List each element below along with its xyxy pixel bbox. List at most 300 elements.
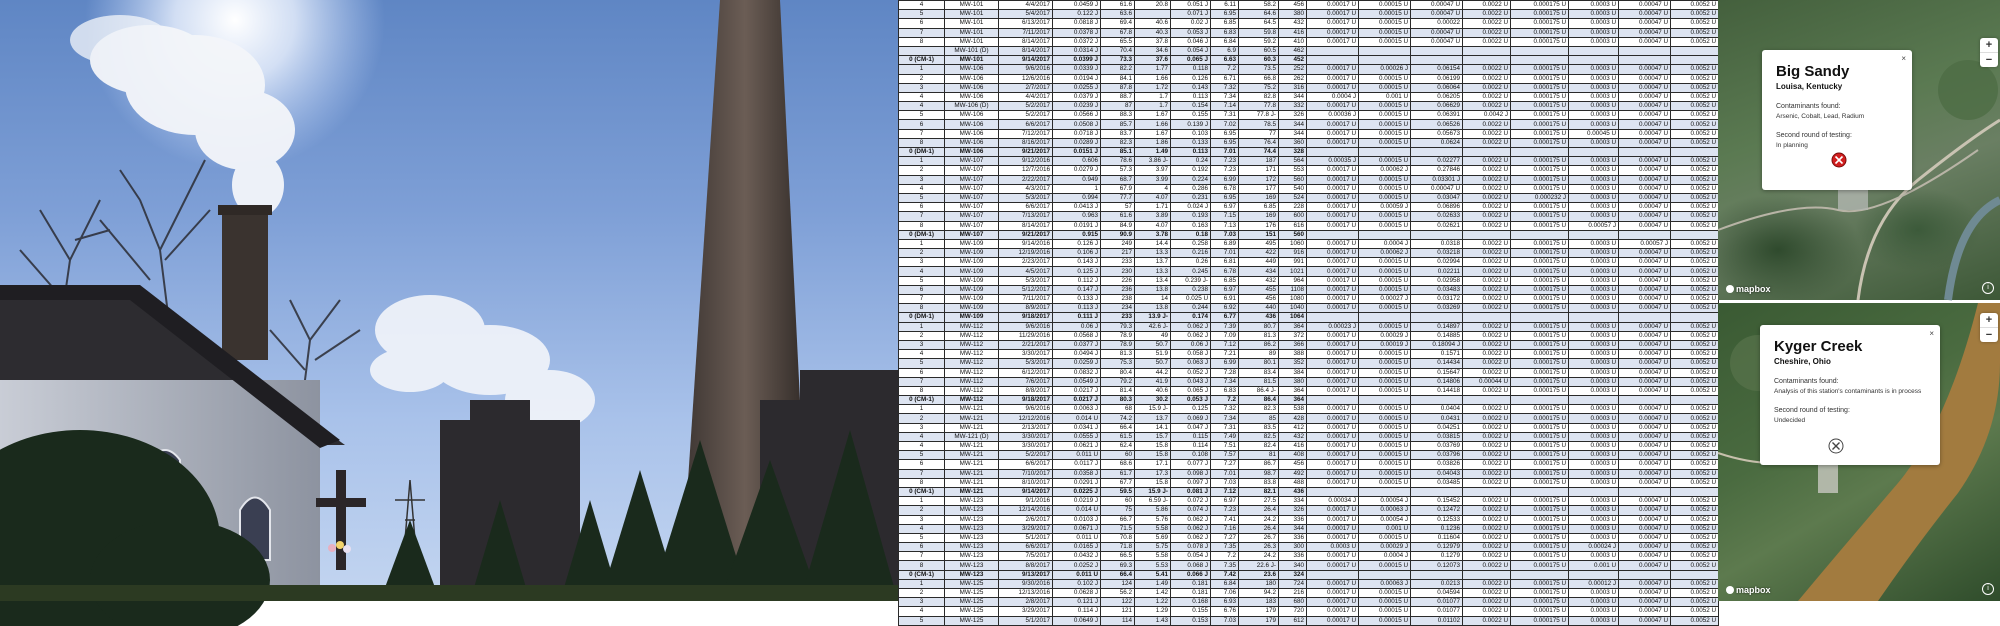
table-cell: 2 [899, 506, 945, 515]
table-cell: 0.0003 U [1569, 175, 1619, 184]
table-cell: 0.0003 U [1569, 451, 1619, 460]
station-popup [1762, 50, 1912, 190]
table-cell: 73.5 [1239, 65, 1279, 74]
table-cell: 7.03 [1211, 616, 1239, 625]
table-cell: 0.00015 U [1359, 368, 1411, 377]
table-cell: 5 [899, 193, 945, 202]
table-cell: 524 [1279, 193, 1307, 202]
table-cell: 0.00015 U [1359, 83, 1411, 92]
table-cell: 85.7 [1101, 120, 1135, 129]
table-cell: 15.9 J- [1135, 487, 1171, 496]
table-cell: 0.03483 [1411, 285, 1463, 294]
table-cell: 416 [1279, 28, 1307, 37]
table-cell: 5.41 [1135, 570, 1171, 579]
table-cell: 0.949 [1053, 175, 1101, 184]
table-cell: 0.00015 U [1359, 193, 1411, 202]
table-cell: 24.2 [1239, 552, 1279, 561]
table-cell: 0.00047 U [1619, 497, 1671, 506]
table-cell: 0.0239 J [1053, 102, 1101, 111]
table-cell: 7.12 [1211, 340, 1239, 349]
table-cell: 233 [1101, 313, 1135, 322]
table-cell: 0.0624 [1411, 138, 1463, 147]
table-cell: 61.5 [1101, 432, 1135, 441]
table-cell: MW-123 [945, 515, 999, 524]
table-cell: 6/13/2017 [999, 19, 1053, 28]
table-cell: 0.00047 U [1619, 368, 1671, 377]
table-cell: 0.00017 U [1307, 561, 1359, 570]
table-cell: MW-112 [945, 340, 999, 349]
table-cell: 71.5 [1101, 524, 1135, 533]
mapbox-logo[interactable] [1726, 585, 1771, 595]
table-cell [1359, 56, 1411, 65]
table-cell: 73.3 [1101, 56, 1135, 65]
table-cell: 0.00047 U [1619, 138, 1671, 147]
table-cell: 0.0003 U [1569, 1, 1619, 10]
table-cell: 0.00047 U [1619, 469, 1671, 478]
table-cell: 0.001 U [1359, 524, 1411, 533]
table-cell: 916 [1279, 249, 1307, 258]
table-cell: 0.0052 U [1671, 65, 1719, 74]
table-cell: 0.0052 U [1671, 267, 1719, 276]
table-cell: 2/13/2017 [999, 423, 1053, 432]
table-cell: 1 [899, 497, 945, 506]
table-cell: 0.0151 J [1053, 148, 1101, 157]
table-cell: MW-109 [945, 267, 999, 276]
table-row [899, 56, 1719, 65]
table-cell: 7 [899, 28, 945, 37]
table-cell: 0.00017 U [1307, 469, 1359, 478]
table-cell: 0.000175 U [1511, 102, 1569, 111]
table-cell: 7.2 [1211, 65, 1239, 74]
table-row [899, 184, 1719, 193]
table-cell: 2/7/2017 [999, 83, 1053, 92]
table-cell: 3.86 J- [1135, 157, 1171, 166]
table-cell: 0.153 [1171, 616, 1211, 625]
table-cell: 0.0052 U [1671, 607, 1719, 616]
table-cell: 0.000175 U [1511, 515, 1569, 524]
table-cell: 12/14/2016 [999, 506, 1053, 515]
table-cell: 7.31 [1211, 111, 1239, 120]
table-cell: 9/18/2017 [999, 313, 1053, 322]
table-cell: 6.97 [1211, 285, 1239, 294]
table-cell: 8/10/2017 [999, 478, 1053, 487]
table-cell: 0.0022 U [1463, 368, 1511, 377]
table-cell: MW-112 [945, 359, 999, 368]
zoom-out-button[interactable]: − [1985, 54, 1993, 66]
table-cell: 0.133 J [1053, 295, 1101, 304]
table-cell: 71.8 [1101, 543, 1135, 552]
table-cell: 0.000232 J [1511, 193, 1569, 202]
table-cell: 0.0022 U [1463, 193, 1511, 202]
table-row [899, 19, 1719, 28]
table-cell: 0.00047 U [1619, 295, 1671, 304]
table-cell: 1.67 [1135, 111, 1171, 120]
table-cell: 0.00015 U [1359, 350, 1411, 359]
table-cell: 0.0022 U [1463, 524, 1511, 533]
table-cell: 3 [899, 423, 945, 432]
table-cell: 0.00017 U [1307, 598, 1359, 607]
table-cell: 0.00015 U [1359, 221, 1411, 230]
table-cell: 0.00015 U [1359, 157, 1411, 166]
table-cell: 0.00015 U [1359, 129, 1411, 138]
table-cell: 8/8/2017 [999, 386, 1053, 395]
table-cell: 456 [1279, 1, 1307, 10]
table-cell [1135, 10, 1171, 19]
table-cell: 0.06 J [1171, 340, 1211, 349]
table-cell: 0 (DM-1) [899, 230, 945, 239]
table-cell [1569, 56, 1619, 65]
table-cell: 0.00017 U [1307, 478, 1359, 487]
table-cell: 0.00017 U [1307, 37, 1359, 46]
table-cell: 0.00047 U [1619, 267, 1671, 276]
table-cell: 324 [1279, 570, 1307, 579]
table-cell: 0.0022 U [1463, 129, 1511, 138]
table-cell: 3 [899, 598, 945, 607]
table-cell: 81.3 [1101, 350, 1135, 359]
table-cell: 0.00047 U [1619, 598, 1671, 607]
table-cell: 0.0022 U [1463, 359, 1511, 368]
table-cell: 0.0621 J [1053, 442, 1101, 451]
table-cell: 2 [899, 589, 945, 598]
table-cell: 0.0003 U [1569, 83, 1619, 92]
table-cell: 0.00017 U [1307, 340, 1359, 349]
table-cell: MW-112 [945, 331, 999, 340]
table-cell: 0.00047 U [1619, 524, 1671, 533]
table-cell: 0.03269 [1411, 304, 1463, 313]
table-cell: 80.7 [1239, 322, 1279, 331]
table-cell: 6.97 [1211, 203, 1239, 212]
table-cell: 0.00015 U [1359, 616, 1411, 625]
table-cell: 68.6 [1101, 460, 1135, 469]
table-cell [1569, 396, 1619, 405]
table-cell: 1.71 [1135, 203, 1171, 212]
table-cell: 0.0022 U [1463, 598, 1511, 607]
table-cell: 0.000175 U [1511, 414, 1569, 423]
table-cell: 326 [1279, 506, 1307, 515]
station-marker-icon[interactable] [1831, 152, 1847, 168]
table-row [899, 249, 1719, 258]
table-cell: 7.27 [1211, 460, 1239, 469]
mapbox-label: mapbox [1736, 585, 1771, 595]
table-cell: 17.3 [1135, 469, 1171, 478]
zoom-in-button[interactable]: + [1980, 313, 1998, 328]
table-cell: 84.1 [1101, 74, 1135, 83]
table-cell: 0.00047 U [1619, 10, 1671, 19]
table-cell [1511, 396, 1569, 405]
table-cell: 0.00047 U [1619, 607, 1671, 616]
table-cell: 0.00017 U [1307, 533, 1359, 542]
table-cell: 0.000175 U [1511, 598, 1569, 607]
table-cell [1463, 570, 1511, 579]
table-cell: 217 [1101, 249, 1135, 258]
table-cell: 77.8 J- [1239, 111, 1279, 120]
table-cell: 1.86 [1135, 138, 1171, 147]
table-cell: 0.126 J [1053, 239, 1101, 248]
table-cell: 0.00047 U [1619, 37, 1671, 46]
table-cell: 41.9 [1135, 377, 1171, 386]
table-cell: 0.014 U [1053, 506, 1101, 515]
table-cell: 0.0052 U [1671, 285, 1719, 294]
table-cell: 380 [1279, 10, 1307, 19]
table-cell [1307, 46, 1359, 55]
table-cell: 0.011 U [1053, 570, 1101, 579]
table-cell: 0.0718 J [1053, 129, 1101, 138]
table-cell: 0.00015 U [1359, 414, 1411, 423]
table-cell: 0.000175 U [1511, 543, 1569, 552]
table-cell: 0.0003 U [1569, 249, 1619, 258]
table-cell: 262 [1279, 74, 1307, 83]
table-cell: 7.34 [1211, 414, 1239, 423]
info-icon[interactable]: i [1982, 282, 1994, 294]
table-cell: 449 [1239, 258, 1279, 267]
table-cell: 0.0003 U [1569, 607, 1619, 616]
table-cell: 1.42 [1135, 589, 1171, 598]
table-cell: 1080 [1279, 295, 1307, 304]
table-cell: 0.00015 U [1359, 442, 1411, 451]
table-cell: 0.0378 J [1053, 28, 1101, 37]
table-cell: 0.000175 U [1511, 423, 1569, 432]
table-cell: 4 [899, 442, 945, 451]
table-cell: MW-109 [945, 276, 999, 285]
table-cell: 0 (CM-1) [899, 570, 945, 579]
table-cell: 17.1 [1135, 460, 1171, 469]
table-cell: 26.4 [1239, 524, 1279, 533]
table-cell: 0.000175 U [1511, 561, 1569, 570]
table-cell: 0.0279 J [1053, 166, 1101, 175]
table-cell: 0 (CM-1) [899, 487, 945, 496]
table-cell: 9/21/2017 [999, 148, 1053, 157]
table-cell: 0.000175 U [1511, 607, 1569, 616]
table-cell: 0.00017 U [1307, 432, 1359, 441]
zoom-out-button[interactable]: − [1985, 329, 1993, 341]
table-cell: 0.000175 U [1511, 478, 1569, 487]
power-plant-photo [0, 0, 898, 601]
table-cell: 0.00047 U [1411, 37, 1463, 46]
table-cell: 60.3 [1239, 56, 1279, 65]
table-cell: MW-112 [945, 396, 999, 405]
zoom-control [1980, 38, 1998, 67]
table-cell: 0.244 [1171, 304, 1211, 313]
table-cell: 0.0508 J [1053, 120, 1101, 129]
table-cell: 0.000175 U [1511, 497, 1569, 506]
table-cell [1411, 570, 1463, 579]
table-cell: 422 [1239, 249, 1279, 258]
table-cell: 0.0003 U [1569, 377, 1619, 386]
table-cell: 5.58 [1135, 552, 1171, 561]
table-cell: 0.0022 U [1463, 579, 1511, 588]
table-cell: 66.4 [1101, 570, 1135, 579]
table-cell: MW-101 [945, 56, 999, 65]
table-cell: 0.054 J [1171, 46, 1211, 55]
table-cell: 1.7 [1135, 102, 1171, 111]
table-cell: 34.6 [1135, 46, 1171, 55]
table-cell: 0.00054 J [1359, 497, 1411, 506]
popup-close-button[interactable]: × [1901, 54, 1906, 63]
table-cell: 0.12533 [1411, 515, 1463, 524]
table-cell: 15.8 [1135, 442, 1171, 451]
table-cell: 0.994 [1053, 193, 1101, 202]
table-cell: 0.115 [1171, 432, 1211, 441]
mapbox-logo[interactable] [1726, 284, 1771, 294]
table-cell: 0.014 U [1053, 414, 1101, 423]
table-cell: 6.83 [1211, 386, 1239, 395]
table-cell: 0.00047 U [1619, 460, 1671, 469]
table-cell: 0.0103 J [1053, 515, 1101, 524]
table-cell: 0.11604 [1411, 533, 1463, 542]
table-cell: 0.00047 U [1619, 111, 1671, 120]
table-cell: 78.5 [1239, 120, 1279, 129]
table-cell: 0.0022 U [1463, 138, 1511, 147]
table-row [899, 598, 1719, 607]
table-cell: 0.000175 U [1511, 83, 1569, 92]
table-cell: 495 [1239, 239, 1279, 248]
table-cell: 5 [899, 451, 945, 460]
table-cell: 5/1/2017 [999, 616, 1053, 625]
map-big-sandy[interactable] [1718, 0, 2000, 300]
table-cell: 0.00015 U [1359, 276, 1411, 285]
table-cell: 6.9 [1211, 46, 1239, 55]
table-cell: MW-109 [945, 285, 999, 294]
table-cell: 0.0052 U [1671, 405, 1719, 414]
table-row [899, 322, 1719, 331]
table-cell: 0.00015 U [1359, 138, 1411, 147]
table-cell: MW-106 [945, 111, 999, 120]
table-cell: 0.000175 U [1511, 589, 1569, 598]
table-cell: 4 [899, 102, 945, 111]
table-cell [1359, 148, 1411, 157]
table-cell: 0.06 J [1053, 322, 1101, 331]
zoom-in-button[interactable]: + [1980, 38, 1998, 53]
table-cell: 0.0022 U [1463, 469, 1511, 478]
table-cell: 0.03815 [1411, 432, 1463, 441]
table-cell [1511, 148, 1569, 157]
table-cell: 7.34 [1211, 92, 1239, 101]
table-cell: 3 [899, 515, 945, 524]
table-cell: 0.02621 [1411, 221, 1463, 230]
table-cell: 0.0339 J [1053, 65, 1101, 74]
table-cell: 0.0003 U [1569, 478, 1619, 487]
table-cell: 0.0022 U [1463, 267, 1511, 276]
table-cell [1307, 56, 1359, 65]
station-popup [1760, 325, 1940, 465]
table-cell: 0.065 J [1171, 386, 1211, 395]
station-marker-icon[interactable] [1828, 438, 1844, 454]
table-cell: 0.00017 U [1307, 193, 1359, 202]
table-cell: 0.000175 U [1511, 432, 1569, 441]
table-cell: 83.8 [1239, 478, 1279, 487]
table-cell: 4 [899, 267, 945, 276]
table-cell: 0.0003 U [1569, 506, 1619, 515]
table-cell: 7.23 [1211, 157, 1239, 166]
table-row [899, 552, 1719, 561]
table-cell: 1.66 [1135, 120, 1171, 129]
table-cell: 0.122 J [1053, 10, 1101, 19]
table-cell: MW-125 [945, 589, 999, 598]
table-row [899, 258, 1719, 267]
table-cell: MW-109 [945, 258, 999, 267]
table-cell: 0.066 J [1171, 570, 1211, 579]
table-cell: 0.00047 U [1619, 28, 1671, 37]
table-cell: 340 [1279, 561, 1307, 570]
table-cell: 0.00047 U [1619, 184, 1671, 193]
table-cell: 0.154 [1171, 102, 1211, 111]
table-cell: 0.00047 U [1619, 166, 1671, 175]
table-cell [1569, 46, 1619, 55]
table-cell: 0.001 U [1569, 561, 1619, 570]
table-cell: 0.0022 U [1463, 331, 1511, 340]
table-cell: 0.258 [1171, 239, 1211, 248]
table-cell: 12/12/2016 [999, 414, 1053, 423]
table-cell: 0.000175 U [1511, 377, 1569, 386]
table-cell: 40.3 [1135, 28, 1171, 37]
table-cell: 7.34 [1211, 377, 1239, 386]
table-cell: 6.95 [1211, 129, 1239, 138]
table-cell [899, 46, 945, 55]
table-cell: 0.00017 U [1307, 120, 1359, 129]
table-cell: MW-121 [945, 414, 999, 423]
table-cell: 0.0052 U [1671, 386, 1719, 395]
table-cell: 0.00017 U [1307, 579, 1359, 588]
table-cell: 66.5 [1101, 552, 1135, 561]
table-cell: 2 [899, 331, 945, 340]
table-cell: MW-101 [945, 1, 999, 10]
table-cell: 0.26 [1171, 258, 1211, 267]
table-cell: 0.000175 U [1511, 579, 1569, 588]
table-cell: 0.00047 U [1619, 543, 1671, 552]
table-cell: MW-112 [945, 377, 999, 386]
table-cell: 2 [899, 414, 945, 423]
table-cell: 56.2 [1101, 589, 1135, 598]
table-cell [1359, 487, 1411, 496]
table-cell: 216 [1279, 589, 1307, 598]
table-cell: 0.106 J [1053, 249, 1101, 258]
map-kyger-creek[interactable] [1718, 303, 2000, 601]
table-row [899, 487, 1719, 496]
table-cell: 9/6/2016 [999, 405, 1053, 414]
table-cell: MW-106 [945, 129, 999, 138]
table-cell: 0.000175 U [1511, 111, 1569, 120]
table-cell: 0.00047 U [1619, 432, 1671, 441]
table-cell: 0.062 J [1171, 331, 1211, 340]
table-cell: 432 [1239, 276, 1279, 285]
table-cell: 0.0052 U [1671, 157, 1719, 166]
table-cell: 0.24 [1171, 157, 1211, 166]
table-cell: 7.39 [1211, 322, 1239, 331]
table-cell: 0.00047 U [1619, 359, 1671, 368]
table-cell: 24.2 [1239, 515, 1279, 524]
table-cell: 0.0052 U [1671, 506, 1719, 515]
table-cell: 0.0052 U [1671, 212, 1719, 221]
table-cell: 0.000175 U [1511, 65, 1569, 74]
table-cell: 1.7 [1135, 92, 1171, 101]
table-cell: 0.00029 J [1359, 543, 1411, 552]
table-cell: 0.0052 U [1671, 478, 1719, 487]
table-cell: 0.0052 U [1671, 175, 1719, 184]
table-cell: 560 [1279, 230, 1307, 239]
table-cell: 344 [1279, 120, 1307, 129]
table-cell: 6.84 [1211, 579, 1239, 588]
table-cell: 0.0003 U [1569, 322, 1619, 331]
table-cell: 0.00017 U [1307, 267, 1359, 276]
table-cell: 0.155 [1171, 607, 1211, 616]
info-icon[interactable]: i [1982, 583, 1994, 595]
table-cell: 0.0003 U [1569, 120, 1619, 129]
table-cell: 9/14/2017 [999, 487, 1053, 496]
table-cell: 0.00029 J [1359, 331, 1411, 340]
table-cell: 0.00017 U [1307, 607, 1359, 616]
popup-close-button[interactable]: × [1929, 329, 1934, 338]
table-cell: 0.00047 U [1619, 451, 1671, 460]
